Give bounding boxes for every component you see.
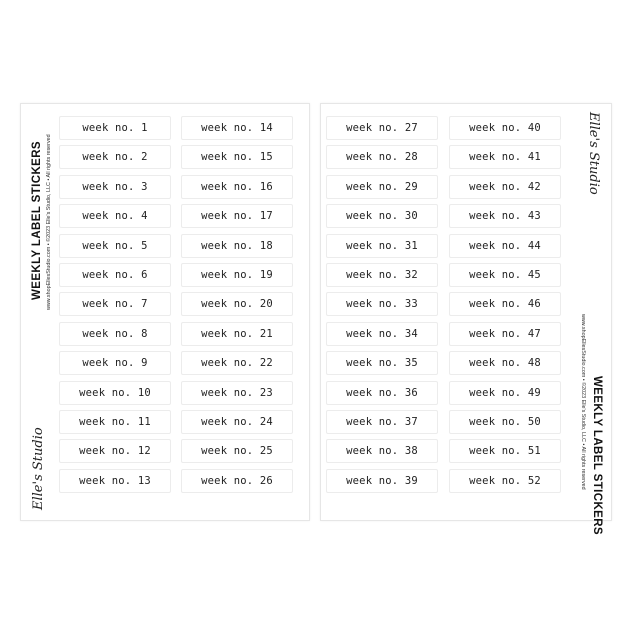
week-label-sticker: week no. 26 [181, 469, 293, 493]
week-label-sticker: week no. 48 [449, 351, 561, 375]
week-label-sticker: week no. 10 [59, 381, 171, 405]
brand-logo-left: Elle's Studio [31, 427, 46, 510]
sheet-copyright-left: www.shopEllesStudio.com • ©2023 Elle's Studio, LLC • All rights reserved [46, 134, 52, 310]
week-label-sticker: week no. 9 [59, 351, 171, 375]
week-label-sticker: week no. 5 [59, 234, 171, 258]
week-label-sticker: week no. 41 [449, 145, 561, 169]
sheet-title-right: WEEKLY LABEL STICKERS [591, 376, 603, 535]
week-label-sticker: week no. 8 [59, 322, 171, 346]
week-label-sticker: week no. 12 [59, 439, 171, 463]
week-label-sticker: week no. 42 [449, 175, 561, 199]
week-label-sticker: week no. 46 [449, 292, 561, 316]
week-label-sticker: week no. 28 [326, 145, 438, 169]
week-label-sticker: week no. 43 [449, 204, 561, 228]
week-label-sticker: week no. 3 [59, 175, 171, 199]
week-label-sticker: week no. 36 [326, 381, 438, 405]
week-label-sticker: week no. 2 [59, 145, 171, 169]
week-label-sticker: week no. 21 [181, 322, 293, 346]
week-label-sticker: week no. 6 [59, 263, 171, 287]
week-label-sticker: week no. 16 [181, 175, 293, 199]
week-label-sticker: week no. 27 [326, 116, 438, 140]
week-label-sticker: week no. 1 [59, 116, 171, 140]
week-label-sticker: week no. 33 [326, 292, 438, 316]
sticker-sheet-right [320, 103, 612, 535]
week-label-sticker: week no. 15 [181, 145, 293, 169]
week-label-sticker: week no. 38 [326, 439, 438, 463]
week-label-sticker: week no. 34 [326, 322, 438, 346]
week-label-sticker: week no. 52 [449, 469, 561, 493]
sheet-copyright-right: www.shopEllesStudio.com • ©2023 Elle's Studio, LLC • All rights reserved [580, 314, 586, 490]
week-label-sticker: week no. 47 [449, 322, 561, 346]
week-label-sticker: week no. 20 [181, 292, 293, 316]
week-label-sticker: week no. 29 [326, 175, 438, 199]
week-label-sticker: week no. 51 [449, 439, 561, 463]
week-label-sticker: week no. 39 [326, 469, 438, 493]
week-label-sticker: week no. 35 [326, 351, 438, 375]
week-label-sticker: week no. 25 [181, 439, 293, 463]
week-label-sticker: week no. 22 [181, 351, 293, 375]
week-label-sticker: week no. 32 [326, 263, 438, 287]
week-label-sticker: week no. 50 [449, 410, 561, 434]
week-label-sticker: week no. 40 [449, 116, 561, 140]
week-label-sticker: week no. 7 [59, 292, 171, 316]
brand-logo-right: Elle's Studio [586, 112, 601, 195]
week-label-sticker: week no. 18 [181, 234, 293, 258]
week-label-sticker: week no. 24 [181, 410, 293, 434]
week-label-sticker: week no. 45 [449, 263, 561, 287]
week-label-sticker: week no. 14 [181, 116, 293, 140]
week-label-sticker: week no. 30 [326, 204, 438, 228]
week-label-sticker: week no. 44 [449, 234, 561, 258]
week-label-sticker: week no. 13 [59, 469, 171, 493]
week-label-sticker: week no. 23 [181, 381, 293, 405]
week-label-sticker: week no. 49 [449, 381, 561, 405]
week-label-sticker: week no. 37 [326, 410, 438, 434]
week-label-sticker: week no. 4 [59, 204, 171, 228]
week-label-sticker: week no. 17 [181, 204, 293, 228]
week-label-sticker: week no. 11 [59, 410, 171, 434]
week-label-sticker: week no. 31 [326, 234, 438, 258]
sheet-title-left: WEEKLY LABEL STICKERS [31, 141, 43, 300]
sticker-sheet-left [20, 103, 310, 521]
week-label-sticker: week no. 19 [181, 263, 293, 287]
